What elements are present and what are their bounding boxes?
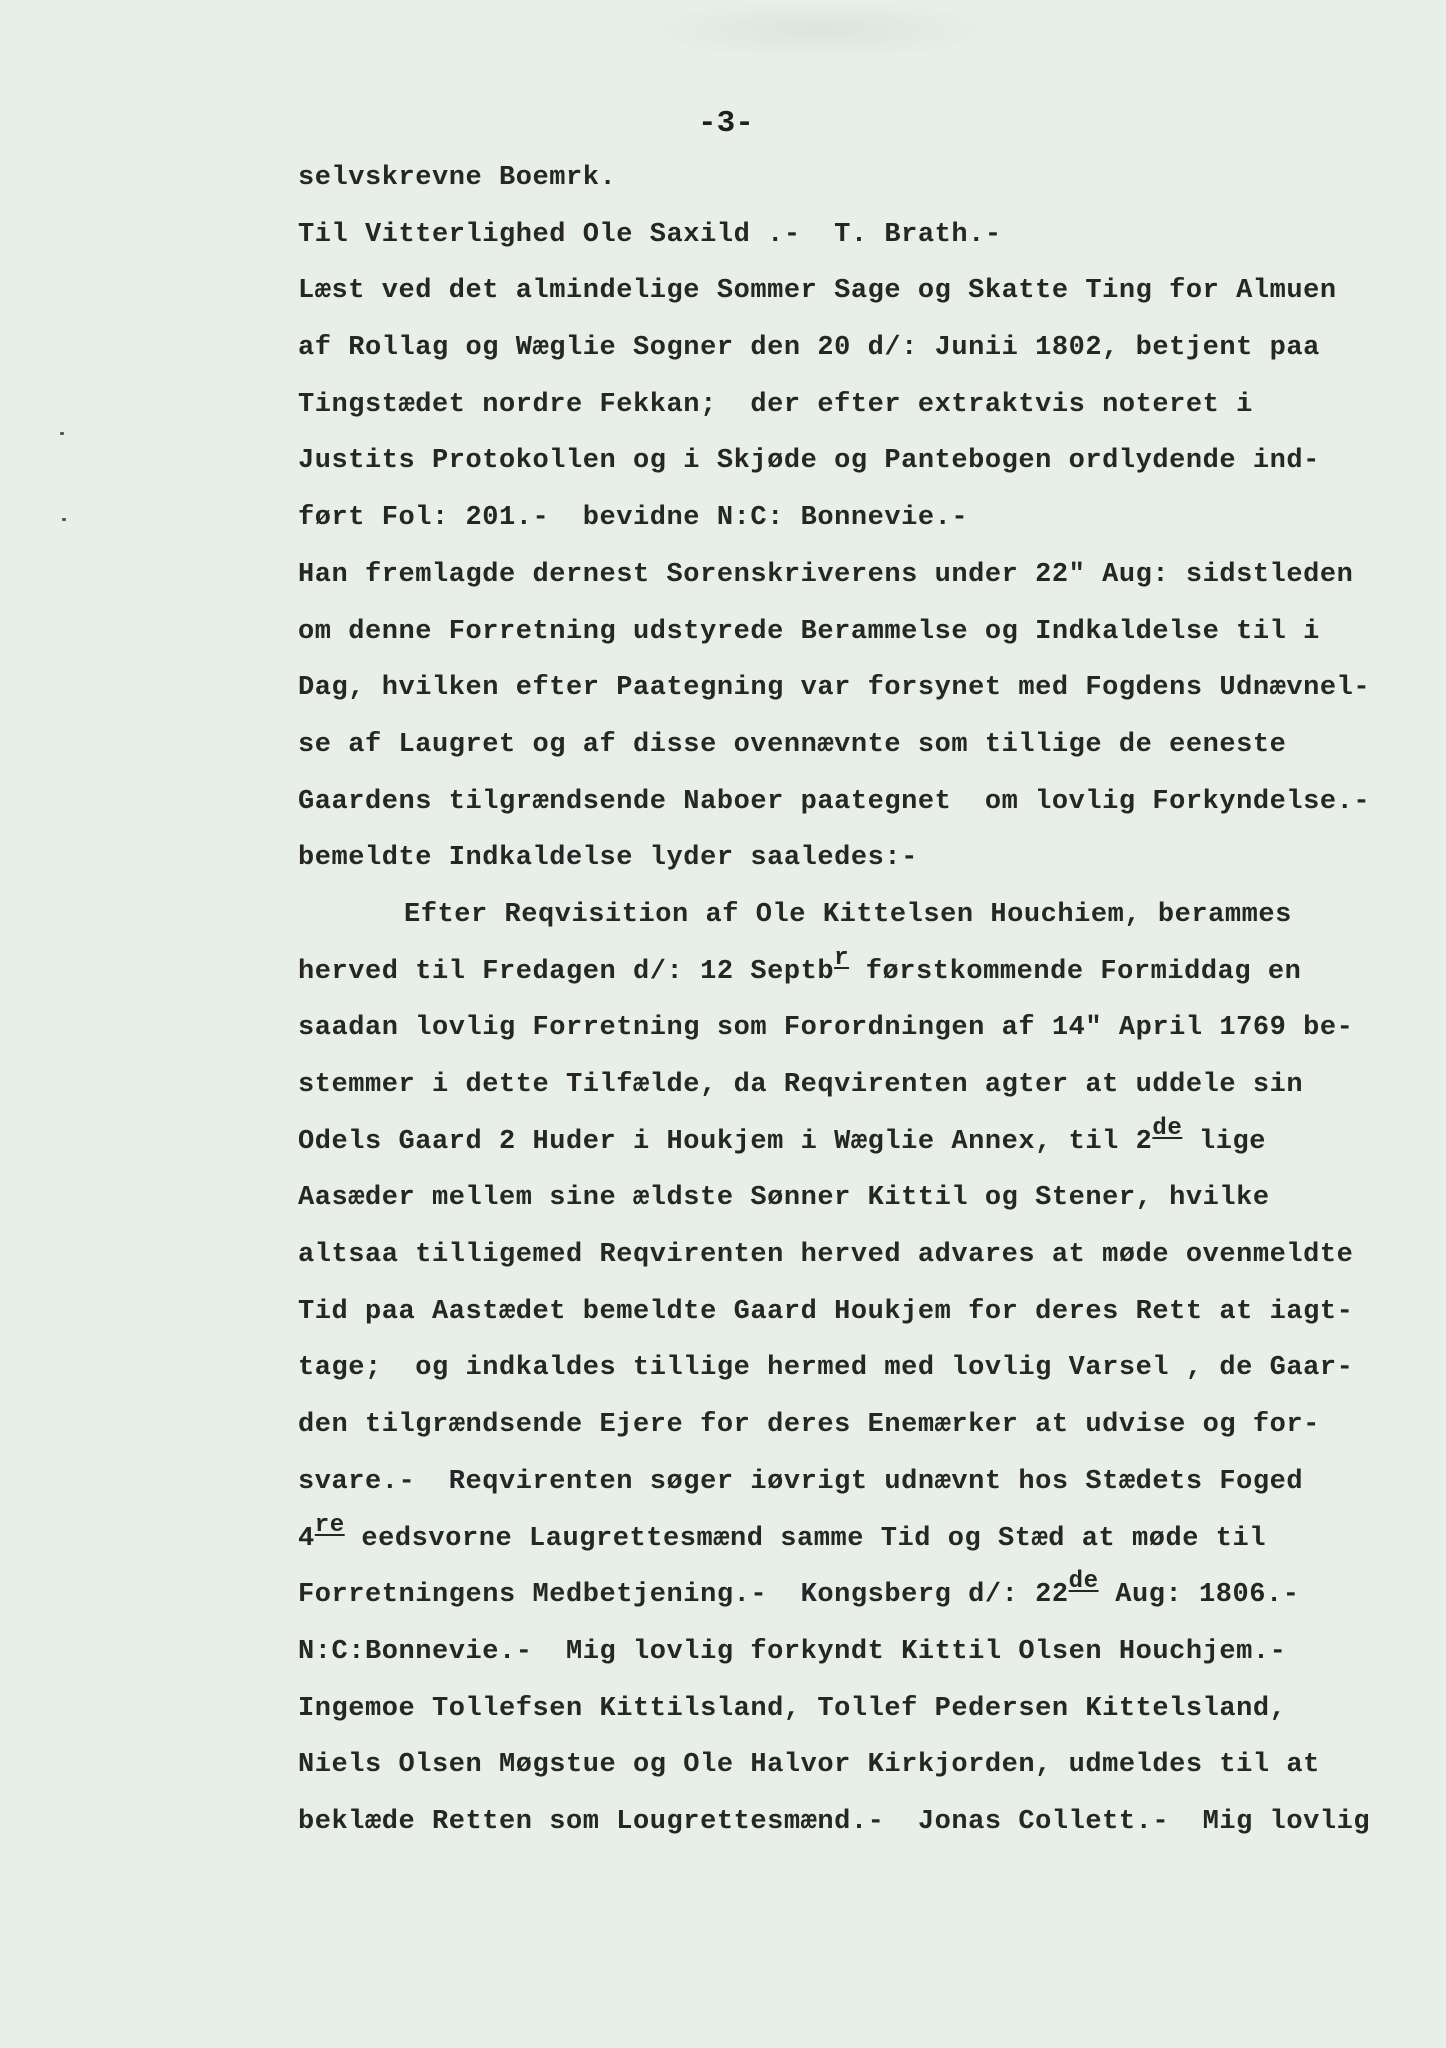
text-segment: eedsvorne Laugrettesmænd samme Tid og Stæd at møde til bbox=[344, 1523, 1267, 1554]
text-line bbox=[298, 944, 1428, 1001]
superscript: de bbox=[1068, 1568, 1099, 1596]
text-segment: Til Vitterlighed Ole Saxild .- T. Brath.- bbox=[298, 219, 1002, 250]
text-segment: Odels Gaard 2 Huder i Houkjem i Wæglie Annex, til 2 bbox=[298, 1126, 1153, 1157]
text-segment: Efter Reqvisition af Ole Kittelsen Houchiem, berammes bbox=[404, 899, 1292, 930]
text-segment: Gaardens tilgrændsende Naboer paategnet om lovlig Forkyndelse.- bbox=[298, 786, 1371, 817]
text-line bbox=[298, 1624, 1428, 1681]
text-segment: den tilgrændsende Ejere for deres Enemærker at udvise og for- bbox=[298, 1410, 1320, 1441]
text-line bbox=[298, 1454, 1428, 1511]
text-segment: Dag, hvilken efter Paategning var forsynet med Fogdens Udnævnel- bbox=[298, 673, 1371, 704]
text-line bbox=[298, 1340, 1428, 1397]
text-line bbox=[298, 1284, 1428, 1341]
text-segment: om denne Forretning udstyrede Berammelse og Indkaldelse til i bbox=[298, 616, 1320, 647]
text-segment: selvskrevne Boemrk. bbox=[298, 163, 617, 193]
text-segment: stemmer i dette Tilfælde, da Reqvirenten agter at uddele sin bbox=[298, 1070, 1304, 1100]
text-segment: saadan lovlig Forretning som Forordningen af 14" April 1769 be- bbox=[298, 1013, 1354, 1044]
text-line bbox=[298, 1511, 1428, 1568]
superscript: r bbox=[834, 944, 850, 972]
text-segment: Tid paa Aastædet bemeldte Gaard Houkjem for deres Rett at iagt- bbox=[298, 1296, 1354, 1327]
text-segment: Aasæder mellem sine ældste Sønner Kittil og Stener, hvilke bbox=[298, 1183, 1270, 1214]
text-segment: herved til Fredagen d/: 12 Septb bbox=[298, 956, 835, 987]
text-line bbox=[298, 604, 1428, 661]
text-line bbox=[298, 320, 1428, 377]
text-line bbox=[298, 774, 1428, 831]
text-line bbox=[298, 1227, 1428, 1284]
text-segment: svare.- Reqvirenten søger iøvrigt udnævnt hos Stædets Foged bbox=[298, 1466, 1304, 1497]
text-segment: N:C:Bonnevie.- Mig lovlig forkyndt Kittil Olsen Houchjem.- bbox=[298, 1636, 1287, 1667]
text-line bbox=[298, 1170, 1428, 1227]
text-line bbox=[298, 660, 1428, 717]
text-line bbox=[298, 1114, 1428, 1171]
text-line bbox=[298, 830, 1428, 887]
text-segment: Niels Olsen Møgstue og Ole Halvor Kirkjorden, udmeldes til at bbox=[298, 1750, 1320, 1781]
text-segment: Læst ved det almindelige Sommer Sage og Skatte Ting for Almuen bbox=[298, 276, 1337, 307]
margin-speck bbox=[60, 432, 64, 435]
text-segment: Han fremlagde dernest Sorenskriverens under 22" Aug: sidstleden bbox=[298, 559, 1354, 590]
text-segment: 4 bbox=[298, 1523, 315, 1554]
page-number: -3- bbox=[698, 106, 754, 141]
text-segment: ført Fol: 201.- bevidne N:C: Bonnevie.- bbox=[298, 503, 969, 534]
text-line bbox=[298, 490, 1428, 547]
text-segment: Tingstædet nordre Fekkan; der efter extraktvis noteret i bbox=[298, 389, 1253, 420]
text-line bbox=[298, 263, 1428, 320]
text-segment: af Rollag og Wæglie Sogner den 20 d/: Junii 1802, betjent paa bbox=[298, 333, 1320, 364]
text-segment: se af Laugret og af disse ovennævnte som tillige de eeneste bbox=[298, 729, 1287, 760]
text-line bbox=[298, 547, 1428, 604]
text-segment: bemeldte Indkaldelse lyder saaledes:- bbox=[298, 843, 918, 874]
text-line bbox=[298, 887, 1428, 944]
text-line bbox=[298, 1737, 1428, 1794]
text-segment: tage; og indkaldes tillige hermed med lovlig Varsel , de Gaar- bbox=[298, 1353, 1354, 1384]
typed-text-body bbox=[298, 150, 1428, 1851]
text-line bbox=[298, 1794, 1428, 1851]
text-segment: Ingemoe Tollefsen Kittilsland, Tollef Pedersen Kittelsland, bbox=[298, 1693, 1287, 1724]
text-segment: Forretningens Medbetjening.- Kongsberg d/: 22 bbox=[298, 1580, 1069, 1611]
text-line bbox=[298, 1057, 1428, 1114]
text-segment: Aug: 1806.- bbox=[1098, 1580, 1300, 1611]
text-segment: førstkommende Formiddag en bbox=[849, 956, 1302, 987]
text-segment: altsaa tilligemed Reqvirenten herved advares at møde ovenmeldte bbox=[298, 1240, 1354, 1271]
text-line bbox=[298, 1397, 1428, 1454]
bleed-through-mark bbox=[640, 0, 1000, 60]
text-segment: lige bbox=[1182, 1126, 1267, 1157]
text-line bbox=[298, 377, 1428, 434]
text-line bbox=[298, 207, 1428, 264]
text-segment: beklæde Retten som Lougrettesmænd.- Jonas Collett.- Mig lovlig bbox=[298, 1806, 1371, 1837]
text-line bbox=[298, 1000, 1428, 1057]
text-line bbox=[298, 1567, 1428, 1624]
margin-speck bbox=[62, 518, 66, 521]
superscript: de bbox=[1152, 1114, 1183, 1142]
text-line bbox=[298, 433, 1428, 490]
superscript: re bbox=[314, 1511, 345, 1539]
text-line bbox=[298, 717, 1428, 774]
text-line bbox=[298, 150, 1428, 207]
text-segment: Justits Protokollen og i Skjøde og Pantebogen ordlydende ind- bbox=[298, 446, 1320, 477]
text-line bbox=[298, 1681, 1428, 1738]
